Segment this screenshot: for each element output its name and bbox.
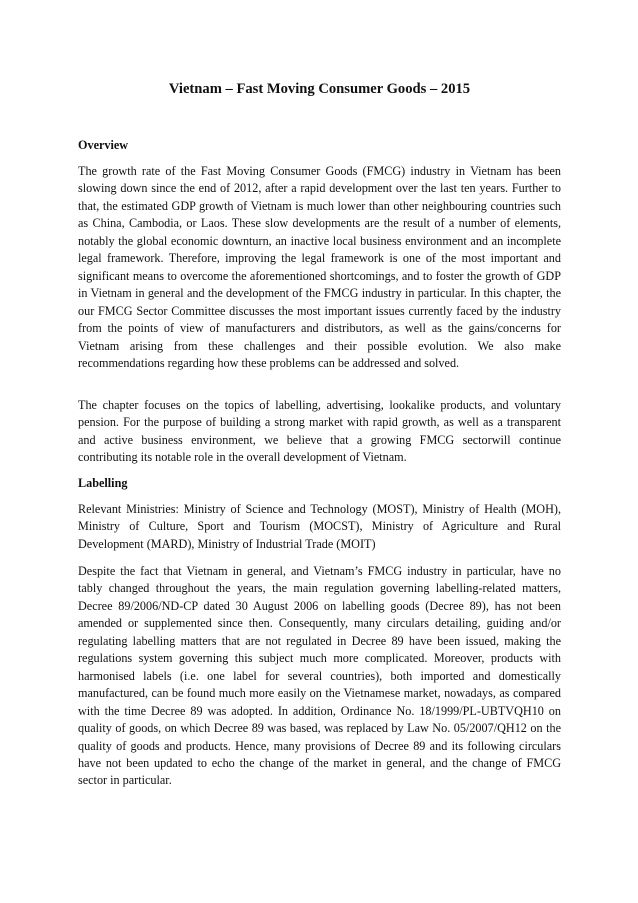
labelling-paragraph-1-block: [78, 501, 561, 553]
labelling-section: [78, 475, 561, 491]
overview-paragraph-1: The growth rate of the Fast Moving Consumer Goods (FMCG) industry in Vietnam has been slowing down since the end of 2012, after a rapid development over the last ten years. Further to that, the estimated GDP growth of Vietnam is much lower than other neighbouring countries such as China, Cambodia, or Laos. These slow developments are the result of a number of elements, notably the global economic downturn, an inactive local business environment and an incomplete legal framework. Therefore, improving the legal framework is one of the most important and significant means to overcome the aforementioned shortcomings, and to foster the growth of GDP in Vietnam in general and the development of the FMCG industry in particular. In this chapter, the our FMCG Sector Committee discusses the most important issues currently faced by the industry from the points of view of manufacturers and distributors, as well as the gains/concerns for Vietnam arising from these challenges and their possible evolution. We also make recommendations regarding how these problems can be addressed and solved.: [78, 164, 561, 370]
overview-section: [78, 137, 561, 153]
labelling-paragraph-2-block: [78, 563, 561, 790]
labelling-decree-paragraph: Despite the fact that Vietnam in general, and Vietnam’s FMCG industry in particular, have no tably changed throughout the years, the main regulation governing labelling-related matters, Decree 89/2006/ND-CP dated 30 August 2006 on labelling goods (Decree 89), has not been amended or supplemented since then. Consequently, many circulars detailing, guiding and/or regulating labelling matters that are not regulated in Decree 89 have been issued, making the regulations system governing this subject much more complicated. Moreover, products with harmonised labels (i.e. one label for several countries), both imported and domestically manufactured, can be found much more easily on the Vietnamese market, nowadays, as compared with the time Decree 89 was adopted. In addition, Ordinance No. 18/1999/PL-UBTVQH10 on quality of goods, on which Decree 89 was based, was replaced by Law No. 05/2007/QH12 on the quality of goods and products. Hence, many provisions of Decree 89 and its following circulars have not been updated to echo the change of the market in general, and the change of FMCG sector in particular.: [78, 564, 561, 788]
labelling-ministries-paragraph: Relevant Ministries: Ministry of Science and Technology (MOST), Ministry of Health (MOH), Ministry of Culture, Sport and Tourism (MOCST), Ministry of Agriculture and Rural Development (MARD), Ministry of Industrial Trade (MOIT): [78, 502, 561, 551]
overview-paragraph-2-block: [78, 397, 561, 467]
overview-paragraph-2: The chapter focuses on the topics of labelling, advertising, lookalike products, and voluntary pension. For the purpose of building a strong market with rapid growth, as well as a transparent and active business environment, we believe that a growing FMCG sectorwill continue contributing its notable role in the overall development of Vietnam.: [78, 398, 561, 465]
overview-heading: Overview: [78, 138, 129, 152]
document-title: Vietnam – Fast Moving Consumer Goods – 2015: [168, 81, 471, 97]
document-page: [78, 0, 561, 903]
overview-paragraph-1-block: [78, 163, 561, 372]
labelling-heading: Labelling: [78, 476, 128, 490]
